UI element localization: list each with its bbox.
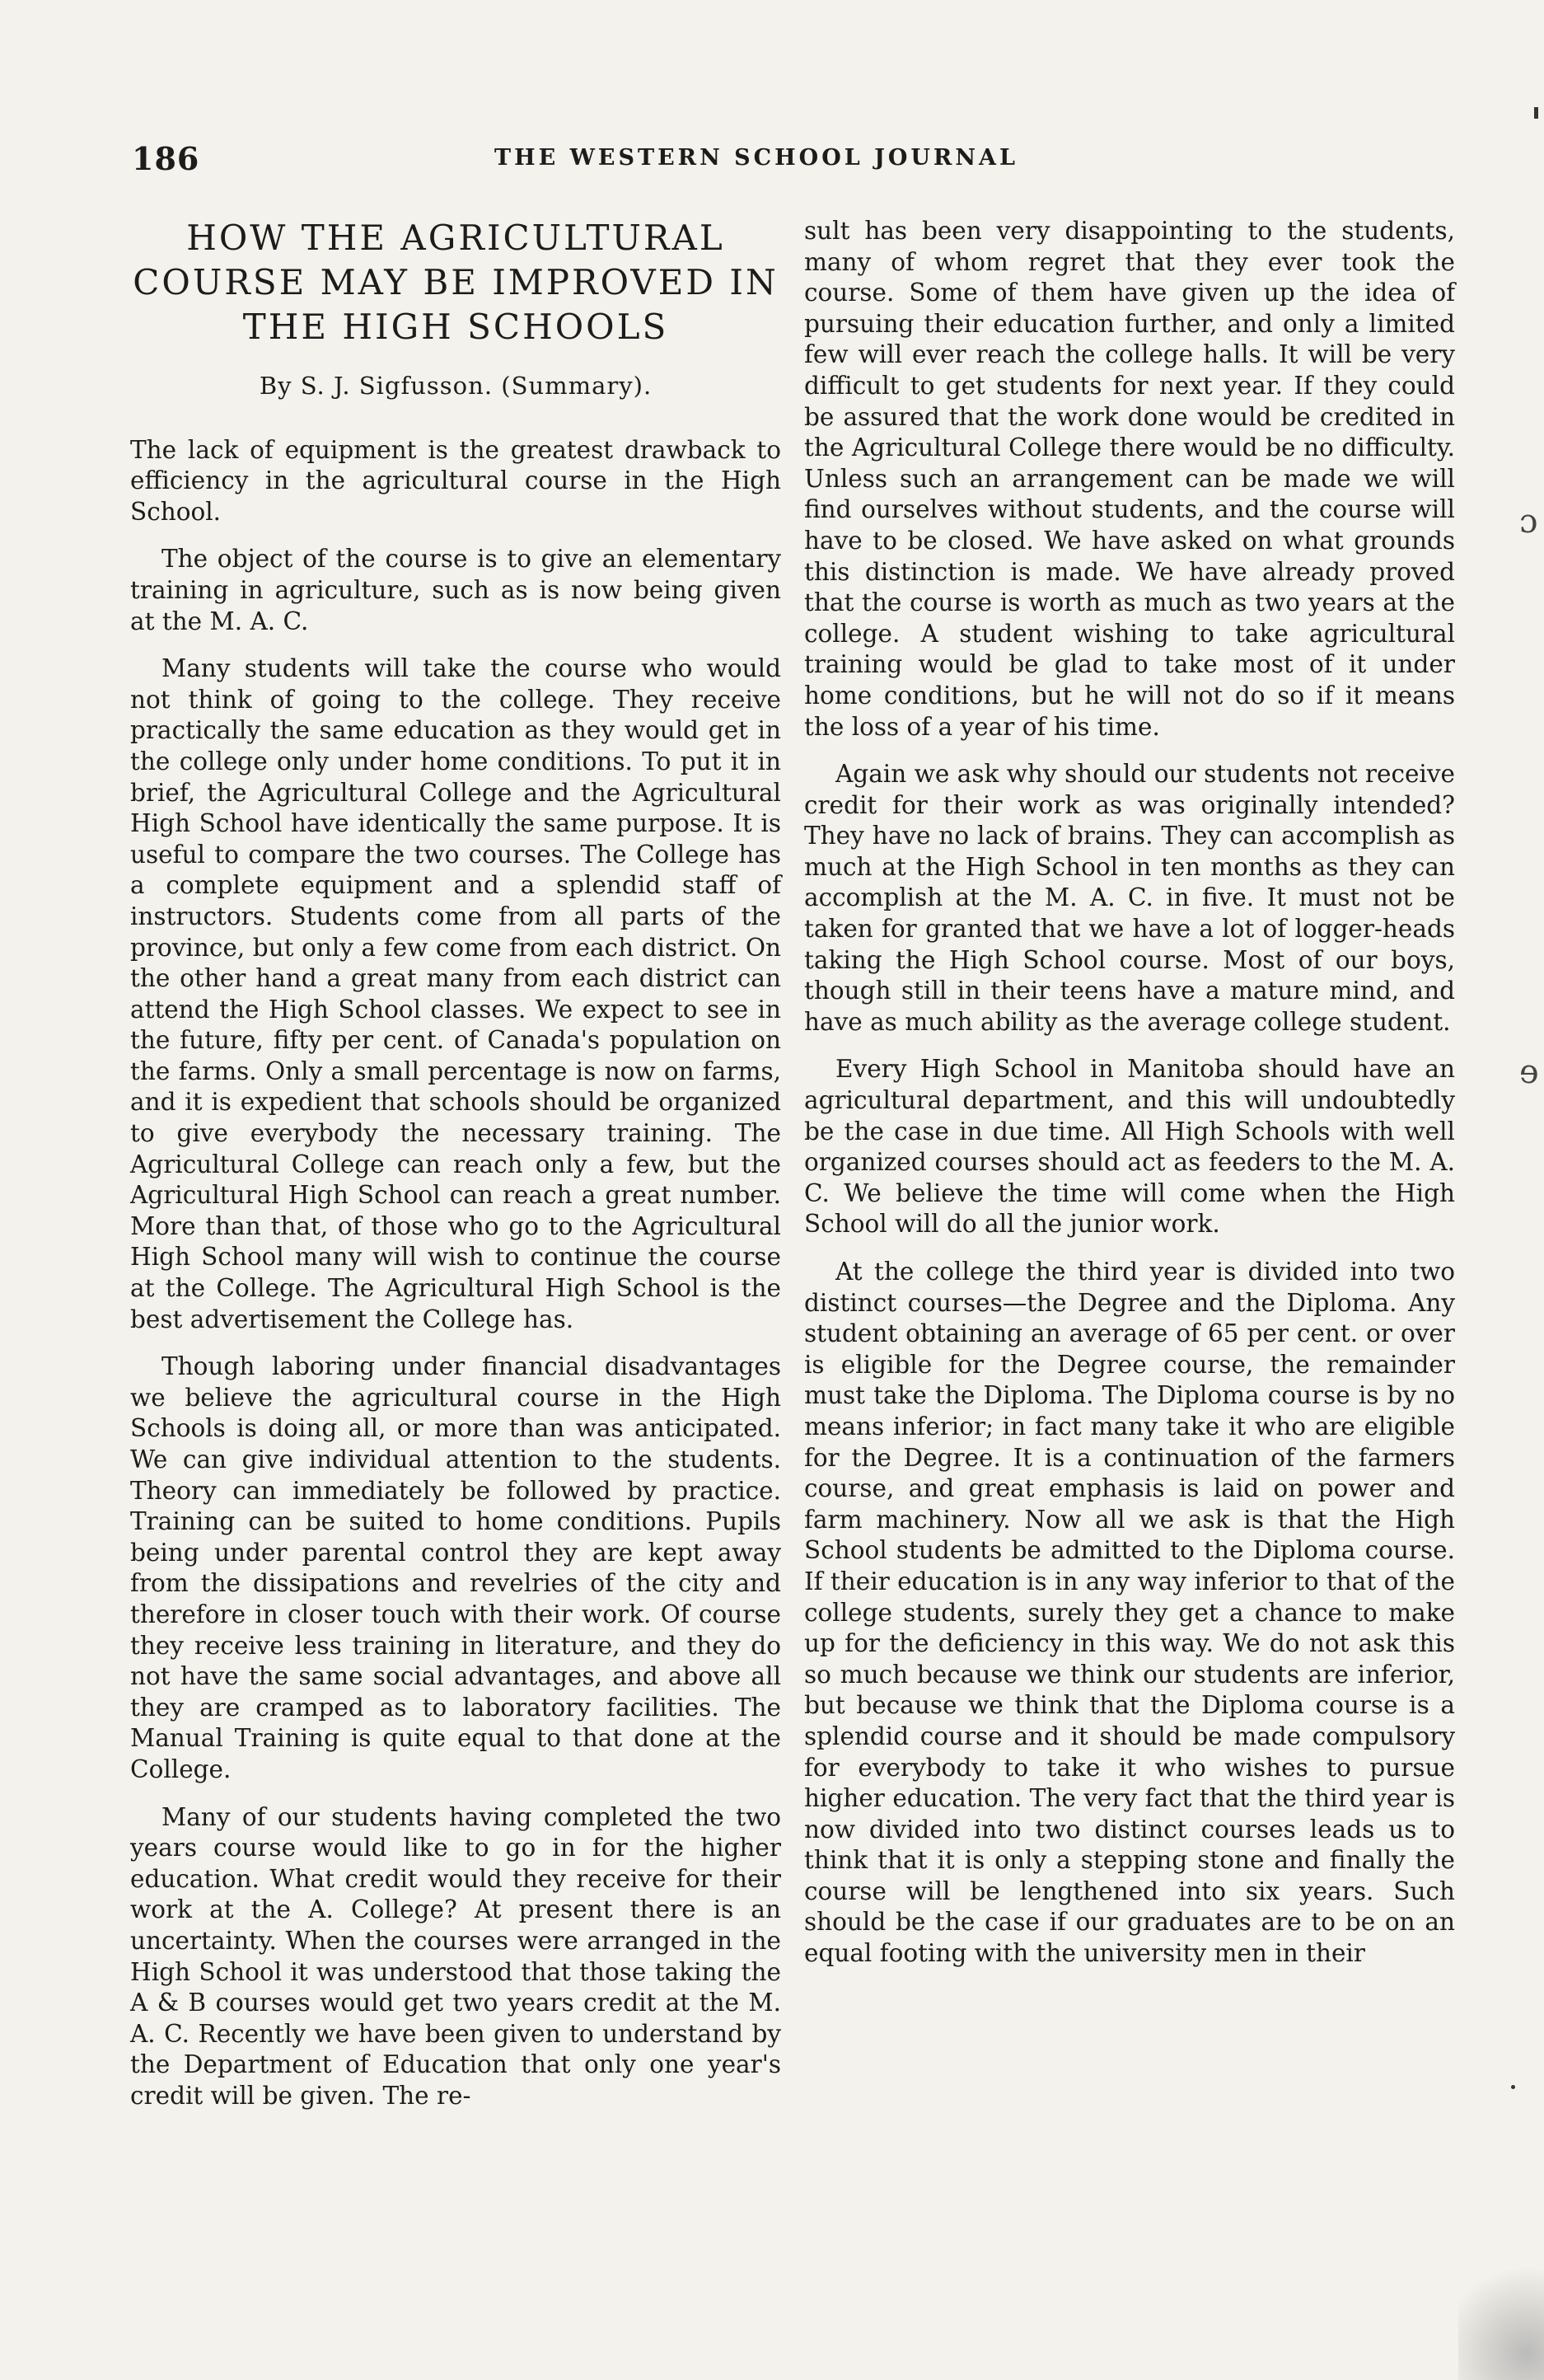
margin-mark: ɘ — [1519, 1053, 1539, 1091]
paragraph: Every High School in Manitoba should have an agricultural department, and this will undoubtedly be the case in due time. All High Schools with well organized courses should act as feeders to the M. A. C. We believe the time will come when the High School will do all the junior work. — [804, 1055, 1455, 1239]
running-head — [132, 140, 1071, 190]
paragraph: Again we ask why should our students not receive credit for their work as was originally intended? They have no lack of brains. They can accomplish as much at the High School in ten months as they can accomplish at the M. A. C. in five. It must not be taken for granted that we have a lot of logger-heads taking the High School course. Most of our boys, though still in their teens have a mature mind, and have as much ability as the average college student. — [804, 760, 1455, 1036]
paragraph: At the college the third year is divided into two distinct courses—the Degree and the Diploma. Any student obtaining an average of 65 per cent. or over is eligible for the Degree course, the remainder must take the Diploma. The Diploma course is by no means inferior; in fact many take it who are eligible for the Degree. It is a continuation of the farmers course, and great emphasis is laid on power and farm machinery. Now all we ask is that the High School students be admitted to the Diploma course. If their education is in any way inferior to that of the college students, surely they get a chance to make up for the deficiency in this way. We do not ask this so much because we think our students are inferior, but because we think that the Diploma course is a splendid course and it should be made compulsory for everybody to take it who wishes to pursue higher education. The very fact that the third year is now divided into two distinct courses leads us to think that it is only a stepping stone and finally the course will be lengthened into six years. Such should be the case if our graduates are to be on an equal footing with the university men in their — [804, 1258, 1455, 1968]
scan-speck — [1534, 107, 1538, 119]
paragraph: Many students will take the course who would not think of going to the college. They receive practically the same education as they would get in the college only under home conditions. To put it in brief, the Agricultural College and the Agricultural High School have identically the same purpose. It is useful to compare the two courses. The College has a complete equipment and a splendid staff of instructors. Students come from all parts of the province, but only a few come from each district. On the other hand a great many from each district can attend the High School classes. We expect to see in the future, fifty per cent. of Canada's population on the farms. Only a small percentage is now on farms, and it is expedient that schools should be organized to give everybody the necessary training. The Agricultural College can reach only a few, but the Agricultural High School can reach a great number. More than that, of those who go to the Agricultural High School many will wish to continue the course at the College. The Agricultural High School is the best advertisement the College has. — [130, 654, 781, 1333]
right-column — [804, 216, 1455, 1986]
scan-noise — [1458, 2250, 1544, 2380]
paragraph: Though laboring under financial disadvantages we believe the agricultural course in the High Schools is doing all, or more than was anticipated. We can give individual attention to the students. Theory can immediately be followed by practice. Training can be suited to home conditions. Pupils being under parental control they are kept away from the dissipations and revelries of the city and therefore in closer touch with their work. Of course they receive less training in literature, and they do not have the same social advantages, and above all they are cramped as to laboratory facilities. The Manual Training is quite equal to that done at the College. — [130, 1352, 781, 1783]
page-number: 186 — [132, 140, 200, 177]
scan-speck — [1511, 2085, 1515, 2089]
article-byline: By S. J. Sigfusson. (Summary). — [259, 372, 653, 400]
article-title: HOW THE AGRICULTURAL COURSE MAY BE IMPROVED IN THE HIGH SCHOOLS — [133, 218, 779, 347]
paragraph: Many of our students having completed the two years course would like to go in for the higher education. What credit would they receive for their work at the A. College? At present there is an uncertainty. When the courses were arranged in the High School it was understood that those taking the A & B courses would get two years credit at the M. A. C. Recently we have been given to understand by the Department of Education that only one year's credit will be given. The re- — [130, 1802, 781, 2110]
margin-mark: ɔ — [1519, 503, 1538, 541]
left-column — [130, 216, 781, 2128]
paragraph: The lack of equipment is the greatest drawback to efficiency in the agricultural course in the High School. — [130, 435, 781, 526]
journal-title: THE WESTERN SCHOOL JOURNAL — [494, 145, 1018, 171]
paragraph: The object of the course is to give an elementary training in agriculture, such as is now being given at the M. A. C. — [130, 545, 781, 635]
paragraph: sult has been very disappointing to the students, many of whom regret that they ever took the course. Some of them have given up the idea of pursuing their education further, and only a limited few will ever reach the college halls. It will be very difficult to get students for next year. If they could be assured that the work done would be credited in the Agricultural College there would be no difficulty. Unless such an arrangement can be made we will find ourselves without students, and the course will have to be closed. We have asked on what grounds this distinction is made. We have already proved that the course is worth as much as two years at the college. A student wishing to take agricultural training would be glad to take most of it under home conditions, but he will not do so if it means the loss of a year of his time. — [804, 217, 1455, 741]
